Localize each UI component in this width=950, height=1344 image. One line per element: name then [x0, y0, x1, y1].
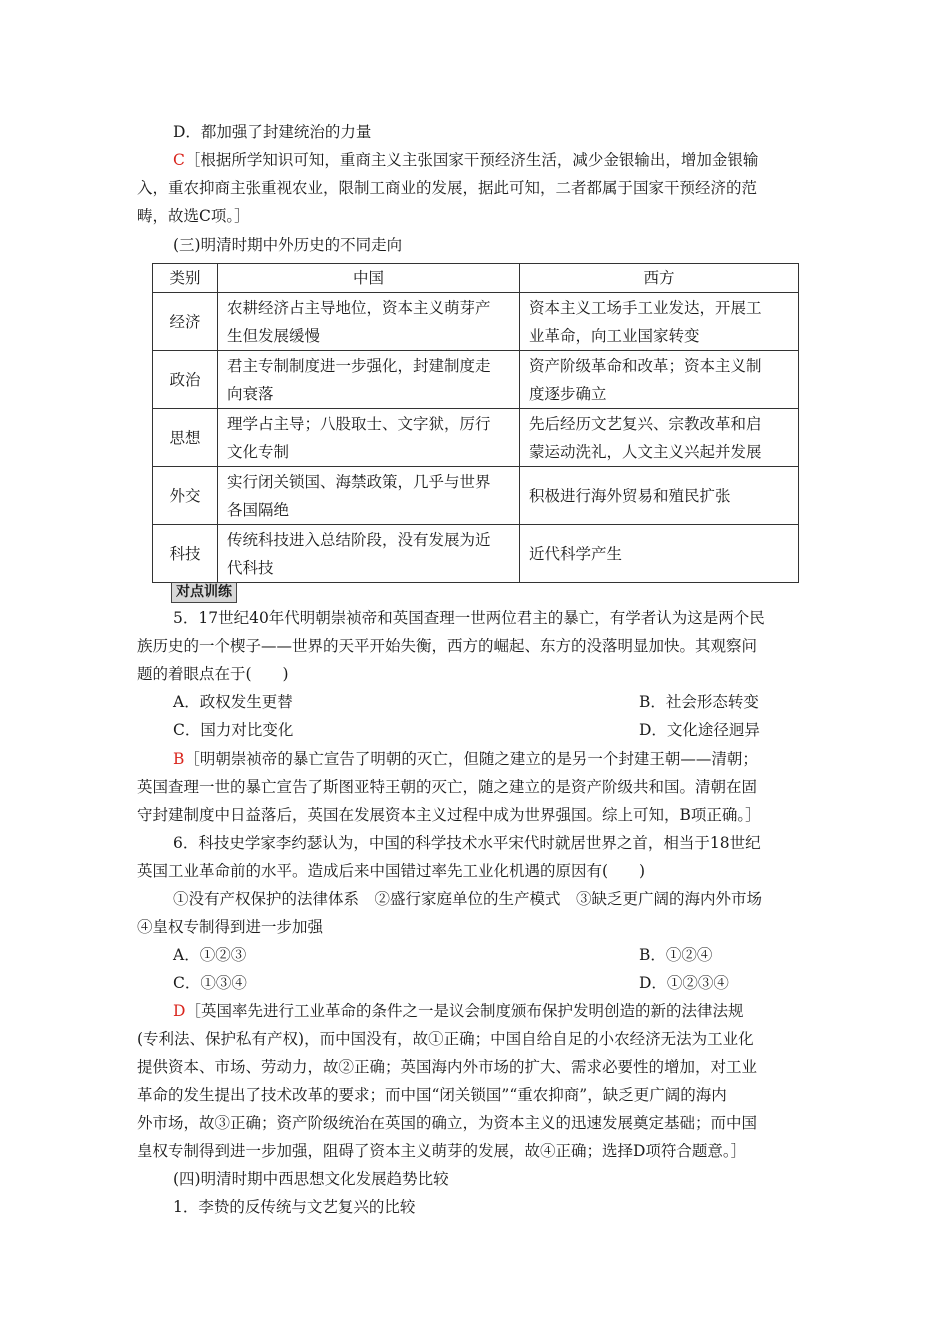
table-row [153, 525, 799, 583]
q6-options-row-2 [173, 969, 853, 997]
q6-explanation-line-2: (专利法、保护私有产权)，而中国没有，故①正确；中国自给自足的小农经济无法为工业化 [137, 1030, 754, 1048]
row-china-cell: 农耕经济占主导地位，资本主义萌芽产 生但发展缓慢 [218, 293, 520, 351]
q5-options-row-2 [173, 716, 853, 744]
q6-option-c: C．①③④ [173, 974, 247, 992]
q6-option-b: B．①②④ [639, 946, 713, 964]
q6-explanation-line-5: 外市场，故③正确；资产阶级统治在英国的确立，为资本主义的迅速发展奠定基础；而中国 [137, 1114, 758, 1132]
q6-explanation-line-3: 提供资本、市场、劳动力，故②正确；英国海内外市场的扩大、需求必要性的增加，对工业 [137, 1058, 758, 1076]
q6-statements-line-1: ①没有产权保护的法律体系 ②盛行家庭单位的生产模式 ③缺乏更广阔的海内外市场 [173, 890, 763, 908]
table-row [153, 293, 799, 351]
q5-stem-line-2: 族历史的一个楔子——世界的天平开始失衡，西方的崛起、东方的没落明显加快。其观察问 [137, 637, 758, 655]
section3-title: (三)明清时期中外历史的不同走向 [173, 236, 403, 254]
row-west-cell: 资产阶级革命和改革；资本主义制 度逐步确立 [520, 351, 799, 409]
comparison-table [152, 263, 799, 583]
q4-explanation-line-2: 入，重农抑商主张重视农业，限制工商业的发展，据此可知，二者都属于国家干预经济的范 [137, 179, 758, 197]
row-china-cell: 实行闭关锁国、海禁政策，几乎与世界 各国隔绝 [218, 467, 520, 525]
q6-explanation-line-4: 革命的发生提出了技术改革的要求；而中国“闭关锁国”“重农抑商”，缺乏更广阔的海内 [137, 1086, 727, 1104]
q5-options-row-1 [173, 688, 853, 716]
q6-stem-line-2: 英国工业革命前的水平。造成后来中国错过率先工业化机遇的原因有( ) [137, 862, 646, 880]
q5-explanation-line-3: 守封建制度中日益落后，英国在发展资本主义过程中成为世界强国。综上可知，B项正确。］ [137, 806, 761, 824]
header-category: 类别 [153, 264, 218, 293]
q6-option-a: A．①②③ [173, 946, 247, 964]
q5-stem-line-3: 题的着眼点在于( ) [137, 665, 289, 683]
q5-option-a: A．政权发生更替 [173, 693, 293, 711]
row-category: 科技 [153, 525, 218, 583]
row-category: 思想 [153, 409, 218, 467]
table-row [153, 467, 799, 525]
q5-stem-line-1: 5．17世纪40年代明朝崇祯帝和英国查理一世两位君主的暴亡，有学者认为这是两个民 [173, 609, 765, 627]
q5-explanation-line-2: 英国查理一世的暴亡宣告了斯图亚特王朝的灭亡，随之建立的是资产阶级共和国。清朝在固 [137, 778, 758, 796]
q6-explanation-line-6: 皇权专制得到进一步加强，阻碍了资本主义萌芽的发展，故④正确；选择D项符合题意。］ [137, 1142, 747, 1160]
row-category: 经济 [153, 293, 218, 351]
row-china-cell: 君主专制制度进一步强化，封建制度走 向衰落 [218, 351, 520, 409]
q6-options-row-1 [173, 941, 853, 969]
table-row [153, 409, 799, 467]
q4-explanation-line-1: C［根据所学知识可知，重商主义主张国家干预经济生活，减少金银输出，增加金银输 [173, 151, 759, 169]
q4-explanation-line-3: 畴，故选C项。］ [137, 207, 250, 225]
q6-explanation-line-1: D［英国率先进行工业革命的条件之一是议会制度颁布保护发明创造的新的法律法规 [173, 1002, 744, 1020]
q5-option-d: D．文化途径迥异 [639, 721, 760, 739]
q5-answer: B [173, 750, 185, 768]
q4-answer: C [173, 151, 185, 169]
row-west-cell: 资本主义工场手工业发达，开展工 业革命，向工业国家转变 [520, 293, 799, 351]
row-category: 外交 [153, 467, 218, 525]
table-row [153, 351, 799, 409]
training-label: 对点训练 [171, 582, 237, 603]
row-category: 政治 [153, 351, 218, 409]
q6-statements-line-2: ④皇权专制得到进一步加强 [137, 918, 324, 936]
row-west-cell: 积极进行海外贸易和殖民扩张 [520, 467, 799, 525]
q6-answer: D [173, 1002, 186, 1020]
q6-option-d: D．①②③④ [639, 974, 729, 992]
q5-explanation-line-1: B［明朝崇祯帝的暴亡宣告了明朝的灭亡，但随之建立的是另一个封建王朝——清朝； [173, 750, 758, 768]
header-china: 中国 [218, 264, 520, 293]
q6-stem-line-1: 6．科技史学家李约瑟认为，中国的科学技术水平宋代时就居世界之首，相当于18世纪 [173, 834, 761, 852]
q5-option-b: B．社会形态转变 [639, 693, 759, 711]
row-china-cell: 传统科技进入总结阶段，没有发展为近 代科技 [218, 525, 520, 583]
row-west-cell: 先后经历文艺复兴、宗教改革和启 蒙运动洗礼，人文主义兴起并发展 [520, 409, 799, 467]
table-header-row [153, 264, 799, 293]
section4-item-1: 1．李贽的反传统与文艺复兴的比较 [173, 1198, 416, 1216]
section4-title: (四)明清时期中西思想文化发展趋势比较 [173, 1170, 449, 1188]
row-china-cell: 理学占主导；八股取士、文字狱，厉行 文化专制 [218, 409, 520, 467]
q4-option-d: D．都加强了封建统治的力量 [173, 123, 372, 141]
q5-option-c: C．国力对比变化 [173, 721, 294, 739]
row-west-cell: 近代科学产生 [520, 525, 799, 583]
header-west: 西方 [520, 264, 799, 293]
